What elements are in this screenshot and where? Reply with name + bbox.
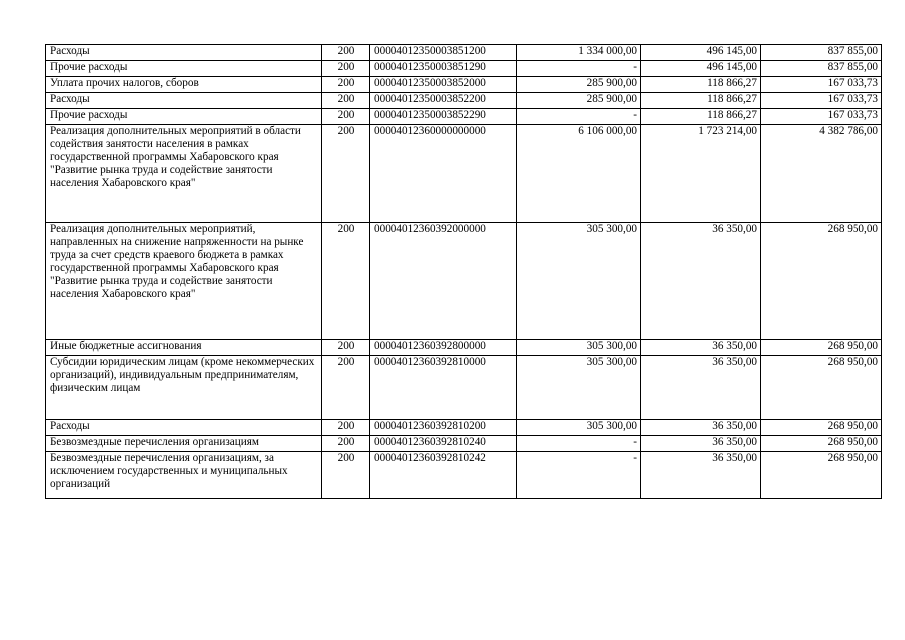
row-name-cell: Прочие расходы <box>46 109 322 125</box>
row-remaining-cell: 167 033,73 <box>761 93 882 109</box>
row-name-cell: Расходы <box>46 420 322 436</box>
row-executed-cell: 36 350,00 <box>641 420 761 436</box>
row-code-cell: 200 <box>322 77 370 93</box>
row-approved-cell: - <box>517 452 641 499</box>
row-name-cell: Безвозмездные перечисления организациям, за исключением государственных и муниципальных организаций <box>46 452 322 499</box>
row-code-cell: 200 <box>322 45 370 61</box>
row-name-cell: Прочие расходы <box>46 61 322 77</box>
row-executed-cell: 118 866,27 <box>641 93 761 109</box>
row-kbk-cell: 00004012350003852200 <box>370 93 517 109</box>
row-remaining-cell: 268 950,00 <box>761 452 882 499</box>
table-row <box>46 452 882 499</box>
row-kbk-cell: 00004012360392810000 <box>370 356 517 420</box>
row-code-cell: 200 <box>322 436 370 452</box>
table-row <box>46 109 882 125</box>
table-row <box>46 420 882 436</box>
row-executed-cell: 36 350,00 <box>641 436 761 452</box>
row-approved-cell: 305 300,00 <box>517 420 641 436</box>
row-remaining-cell: 837 855,00 <box>761 45 882 61</box>
table-row <box>46 356 882 420</box>
table-row <box>46 61 882 77</box>
row-name-cell: Уплата прочих налогов, сборов <box>46 77 322 93</box>
row-approved-cell: 285 900,00 <box>517 77 641 93</box>
row-executed-cell: 496 145,00 <box>641 61 761 77</box>
row-kbk-cell: 00004012350003852290 <box>370 109 517 125</box>
budget-execution-table <box>45 44 882 499</box>
row-kbk-cell: 00004012350003851290 <box>370 61 517 77</box>
row-name-cell: Расходы <box>46 93 322 109</box>
row-name-cell: Безвозмездные перечисления организациям <box>46 436 322 452</box>
row-code-cell: 200 <box>322 452 370 499</box>
row-approved-cell: 305 300,00 <box>517 340 641 356</box>
table-row <box>46 45 882 61</box>
row-code-cell: 200 <box>322 125 370 223</box>
row-code-cell: 200 <box>322 340 370 356</box>
row-approved-cell: 6 106 000,00 <box>517 125 641 223</box>
row-kbk-cell: 00004012350003851200 <box>370 45 517 61</box>
row-remaining-cell: 4 382 786,00 <box>761 125 882 223</box>
row-name-cell: Реализация дополнительных мероприятий в области содействия занятости населения в рамках государственной программы Хабаровского края "Развитие рынка труда и содействие занятости населения Хабаровского края" <box>46 125 322 223</box>
row-code-cell: 200 <box>322 223 370 340</box>
row-remaining-cell: 268 950,00 <box>761 223 882 340</box>
row-kbk-cell: 00004012360392810240 <box>370 436 517 452</box>
row-code-cell: 200 <box>322 109 370 125</box>
row-remaining-cell: 167 033,73 <box>761 77 882 93</box>
row-remaining-cell: 268 950,00 <box>761 420 882 436</box>
row-executed-cell: 36 350,00 <box>641 223 761 340</box>
row-approved-cell: 285 900,00 <box>517 93 641 109</box>
row-executed-cell: 496 145,00 <box>641 45 761 61</box>
row-executed-cell: 36 350,00 <box>641 340 761 356</box>
row-approved-cell: - <box>517 61 641 77</box>
row-kbk-cell: 00004012360392810200 <box>370 420 517 436</box>
row-approved-cell: 305 300,00 <box>517 223 641 340</box>
table-row <box>46 125 882 223</box>
row-executed-cell: 36 350,00 <box>641 356 761 420</box>
row-kbk-cell: 00004012360392000000 <box>370 223 517 340</box>
row-code-cell: 200 <box>322 61 370 77</box>
row-executed-cell: 118 866,27 <box>641 77 761 93</box>
table-row <box>46 340 882 356</box>
row-code-cell: 200 <box>322 93 370 109</box>
row-kbk-cell: 00004012360392810242 <box>370 452 517 499</box>
row-kbk-cell: 00004012360000000000 <box>370 125 517 223</box>
row-executed-cell: 36 350,00 <box>641 452 761 499</box>
row-remaining-cell: 268 950,00 <box>761 436 882 452</box>
row-code-cell: 200 <box>322 356 370 420</box>
row-name-cell: Расходы <box>46 45 322 61</box>
table-row <box>46 77 882 93</box>
row-remaining-cell: 167 033,73 <box>761 109 882 125</box>
row-kbk-cell: 00004012360392800000 <box>370 340 517 356</box>
row-remaining-cell: 268 950,00 <box>761 356 882 420</box>
row-remaining-cell: 268 950,00 <box>761 340 882 356</box>
row-approved-cell: - <box>517 109 641 125</box>
row-name-cell: Субсидии юридическим лицам (кроме некоммерческих организаций), индивидуальным предпринимателям, физическим лицам <box>46 356 322 420</box>
row-code-cell: 200 <box>322 420 370 436</box>
row-approved-cell: - <box>517 436 641 452</box>
table-row <box>46 436 882 452</box>
row-approved-cell: 305 300,00 <box>517 356 641 420</box>
row-executed-cell: 118 866,27 <box>641 109 761 125</box>
table-body <box>46 45 882 499</box>
table-row <box>46 223 882 340</box>
table-row <box>46 93 882 109</box>
row-name-cell: Иные бюджетные ассигнования <box>46 340 322 356</box>
row-name-cell: Реализация дополнительных мероприятий, направленных на снижение напряженности на рынке труда за счет средств краевого бюджета в рамках государственной программы Хабаровского края "Развитие рынка труда и содействие занятости населения Хабаровского края" <box>46 223 322 340</box>
row-remaining-cell: 837 855,00 <box>761 61 882 77</box>
row-approved-cell: 1 334 000,00 <box>517 45 641 61</box>
row-executed-cell: 1 723 214,00 <box>641 125 761 223</box>
row-kbk-cell: 00004012350003852000 <box>370 77 517 93</box>
